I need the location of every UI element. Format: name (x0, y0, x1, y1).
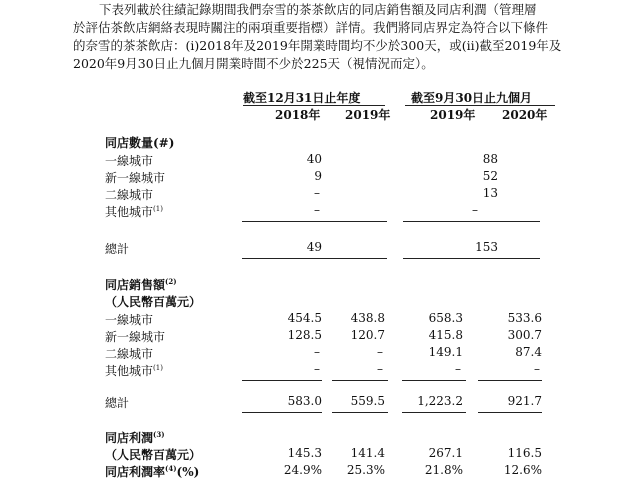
profit-margin-label (105, 463, 199, 480)
header-col-2018: 2018年 (275, 108, 321, 122)
sales-row-label: 二線城市 (105, 347, 154, 361)
intro-line-2: 於評估茶飲店網絡表現時關注的兩項重要指標）詳情。我們將同店界定為符合以下條件 (73, 20, 549, 35)
footnote-marker: (1) (153, 205, 163, 213)
profit-2019-9m: 267.1 (428, 446, 463, 460)
store-count-total-2018: 49 (306, 240, 322, 254)
subtotal-rule (332, 380, 388, 381)
total-rule (478, 412, 542, 413)
footnote-marker: (2) (165, 277, 177, 286)
footnote-marker: (1) (153, 364, 163, 372)
sales-2020-9m: 533.6 (507, 311, 542, 325)
section-profit-title (105, 429, 165, 446)
intro-line-4: 2020年9月30日止九個月開業時間不少於225天（視情況而定）。 (73, 56, 434, 71)
subtotal-rule (242, 221, 387, 222)
store-count-2019-9m: 13 (482, 186, 498, 200)
subtotal-rule (403, 221, 540, 222)
sales-2018: – (314, 345, 320, 359)
total-rule (332, 412, 388, 413)
sales-2020-9m: 87.4 (515, 345, 542, 359)
header-ninemonth-group: 截至9月30日止九個月 (411, 91, 533, 105)
sales-2019-9m: – (455, 362, 461, 376)
sales-total-2019: 559.5 (350, 394, 385, 408)
total-rule (402, 412, 466, 413)
sales-2019-9m: 149.1 (428, 345, 463, 359)
profit-2019: 141.4 (350, 446, 385, 460)
store-count-row-label: 新一線城市 (105, 171, 166, 185)
sales-row-label (105, 362, 163, 379)
store-count-2018: – (314, 203, 320, 217)
store-count-2018: 9 (314, 169, 322, 183)
footnote-marker: (3) (153, 430, 165, 439)
sales-2019-9m: 415.8 (428, 328, 463, 342)
header-col-2019-9m: 2019年 (430, 108, 476, 122)
intro-line-1: 下表列載於往績記錄期間我們奈雪的茶茶飲店的同店銷售額及同店利潤（管理層 (99, 2, 537, 17)
profit-margin-2019: 25.3% (346, 463, 385, 477)
store-count-row-label: 二線城市 (105, 188, 154, 202)
sales-2019-9m: 658.3 (428, 311, 463, 325)
store-count-2019-9m: 52 (482, 169, 498, 183)
header-col-2020-9m: 2020年 (502, 108, 548, 122)
row-label-text: 其他城市 (105, 205, 154, 219)
profit-margin-2020-9m: 12.6% (503, 463, 542, 477)
profit-margin-unit: (%) (176, 465, 200, 479)
header-col-2019: 2019年 (345, 108, 391, 122)
profit-margin-label-text: 同店利潤率 (105, 465, 166, 479)
sales-2020-9m: 300.7 (507, 328, 542, 342)
store-count-total-2019-9m: 153 (475, 240, 498, 254)
store-count-2019-9m: – (472, 203, 478, 217)
total-rule (242, 258, 387, 259)
intro-paragraph (73, 1, 593, 73)
sales-2019: – (377, 345, 383, 359)
section-profit-title-text: 同店利潤 (105, 431, 154, 445)
sales-total-label: 總計 (105, 396, 130, 410)
footnote-marker: (4) (165, 464, 177, 473)
total-rule (242, 412, 322, 413)
store-count-row-label: 一線城市 (105, 154, 154, 168)
sales-2019: 438.8 (350, 311, 385, 325)
profit-margin-2018: 24.9% (283, 463, 322, 477)
profit-margin-2019-9m: 21.8% (424, 463, 463, 477)
subtotal-rule (402, 380, 466, 381)
profit-2020-9m: 116.5 (507, 446, 542, 460)
sales-2019: 120.7 (350, 328, 385, 342)
sales-total-2020-9m: 921.7 (507, 394, 542, 408)
subtotal-rule (478, 380, 542, 381)
sales-row-label: 新一線城市 (105, 330, 166, 344)
row-label-text: 其他城市 (105, 364, 154, 378)
section-sales-unit: （人民幣百萬元） (105, 295, 202, 309)
store-count-2018: – (314, 186, 320, 200)
total-rule (403, 258, 540, 259)
sales-total-2019-9m: 1,223.2 (417, 394, 463, 408)
sales-row-label: 一線城市 (105, 313, 154, 327)
profit-unit-label: （人民幣百萬元） (105, 448, 202, 462)
store-count-total-label: 總計 (105, 242, 130, 256)
store-count-2018: 40 (306, 152, 322, 166)
header-year-group: 截至12月31日止年度 (243, 91, 361, 105)
section-sales-title (105, 276, 177, 293)
section-sales-title-text: 同店銷售額 (105, 278, 166, 292)
section-store-count-title: 同店數量(#) (105, 136, 175, 150)
profit-2018: 145.3 (287, 446, 322, 460)
sales-2019: – (377, 362, 383, 376)
sales-2018: 454.5 (287, 311, 322, 325)
sales-2020-9m: – (534, 362, 540, 376)
store-count-2019-9m: 88 (482, 152, 498, 166)
sales-2018: 128.5 (287, 328, 322, 342)
intro-line-3: 的奈雪的茶茶飲店：(i)2018年及2019年開業時間均不少於300天，或(ii)截至2019年及 (73, 38, 562, 53)
store-count-row-label (105, 203, 163, 220)
sales-2018: – (314, 362, 320, 376)
subtotal-rule (242, 380, 322, 381)
sales-total-2018: 583.0 (287, 394, 322, 408)
